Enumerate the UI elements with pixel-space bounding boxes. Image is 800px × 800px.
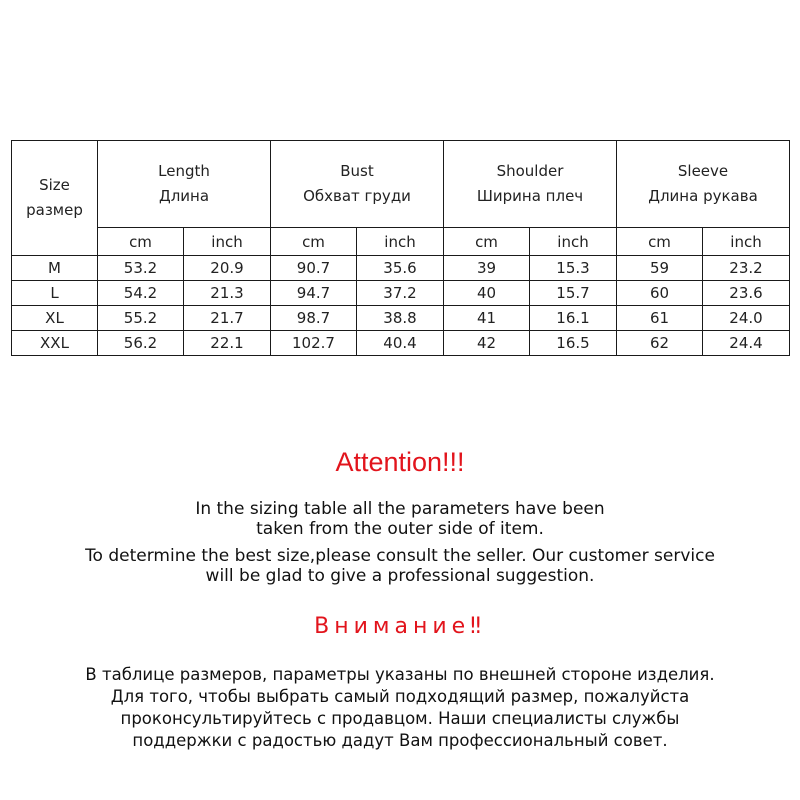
measurement-cell: 60 (617, 281, 703, 306)
ru-note-line: В таблице размеров, параметры указаны по внешней стороне изделия. (85, 665, 715, 684)
measurement-cell: 23.2 (703, 256, 790, 281)
measurement-cell: 90.7 (271, 256, 357, 281)
ru-note (0, 664, 800, 752)
unit-cm: cm (617, 228, 703, 256)
measurement-cell: 40 (444, 281, 530, 306)
consult-note-line: To determine the best size,please consult the seller. Our customer service (85, 546, 715, 566)
size-cell: XXL (12, 331, 98, 356)
table-row (12, 281, 790, 306)
unit-cm: cm (98, 228, 184, 256)
shoulder-header-cell (444, 141, 617, 228)
sizing-note (0, 499, 800, 539)
table-row (12, 256, 790, 281)
size-header-en: Size (39, 176, 70, 194)
measurement-cell: 15.7 (530, 281, 617, 306)
measurement-cell: 62 (617, 331, 703, 356)
measurement-cell: 54.2 (98, 281, 184, 306)
consult-note-line: will be glad to give a professional suggestion. (205, 566, 595, 586)
sizing-note-line: taken from the outer side of item. (256, 519, 544, 539)
bust-header-en: Bust (340, 162, 374, 180)
table-body (12, 256, 790, 356)
measurement-cell: 40.4 (357, 331, 444, 356)
measurement-cell: 38.8 (357, 306, 444, 331)
unit-cm: cm (271, 228, 357, 256)
unit-inch: inch (184, 228, 271, 256)
measurement-cell: 21.7 (184, 306, 271, 331)
measurement-cell: 23.6 (703, 281, 790, 306)
measurement-cell: 35.6 (357, 256, 444, 281)
measurement-cell: 22.1 (184, 331, 271, 356)
ru-note-line: Для того, чтобы выбрать самый подходящий размер, пожалуйста (110, 687, 690, 706)
size-cell: XL (12, 306, 98, 331)
size-header-cell (12, 141, 98, 256)
measurement-cell: 53.2 (98, 256, 184, 281)
size-cell: M (12, 256, 98, 281)
bust-header-ru: Обхват груди (303, 187, 411, 205)
ru-attention-heading: Внимание‼ (314, 614, 486, 639)
shoulder-header-ru: Ширина плеч (476, 187, 584, 205)
measurement-cell: 61 (617, 306, 703, 331)
measurement-cell: 94.7 (271, 281, 357, 306)
measurement-cell: 55.2 (98, 306, 184, 331)
measurement-cell: 24.0 (703, 306, 790, 331)
ru-note-line: поддержки с радостью дадут Вам профессиональный совет. (132, 731, 668, 750)
length-header-cell (98, 141, 271, 228)
consult-note (0, 546, 800, 586)
measurement-cell: 16.5 (530, 331, 617, 356)
size-cell: L (12, 281, 98, 306)
measurement-cell: 39 (444, 256, 530, 281)
measurement-cell: 42 (444, 331, 530, 356)
measurement-cell: 41 (444, 306, 530, 331)
ru-note-line: проконсультируйтесь с продавцом. Наши специалисты службы (120, 709, 680, 728)
measurement-cell: 102.7 (271, 331, 357, 356)
sleeve-header-ru: Длина рукава (648, 187, 758, 205)
length-header-ru: Длина (158, 187, 210, 205)
table-header-row (12, 141, 790, 228)
measurement-cell: 20.9 (184, 256, 271, 281)
unit-inch: inch (530, 228, 617, 256)
sleeve-header-cell (617, 141, 790, 228)
sleeve-header-en: Sleeve (677, 162, 729, 180)
unit-inch: inch (703, 228, 790, 256)
measurement-cell: 21.3 (184, 281, 271, 306)
length-header-en: Length (158, 162, 210, 180)
measurement-cell: 56.2 (98, 331, 184, 356)
attention-heading: Attention!!! (335, 447, 465, 477)
measurement-cell: 98.7 (271, 306, 357, 331)
measurement-cell: 24.4 (703, 331, 790, 356)
unit-cm: cm (444, 228, 530, 256)
measurement-cell: 37.2 (357, 281, 444, 306)
table-row (12, 331, 790, 356)
measurement-cell: 59 (617, 256, 703, 281)
measurement-cell: 15.3 (530, 256, 617, 281)
bust-header-cell (271, 141, 444, 228)
table-row (12, 306, 790, 331)
size-header-ru: размер (26, 201, 83, 219)
table-unit-row (12, 228, 790, 256)
measurement-cell: 16.1 (530, 306, 617, 331)
shoulder-header-en: Shoulder (496, 162, 564, 180)
size-table (11, 140, 790, 356)
sizing-note-line: In the sizing table all the parameters have been (195, 499, 605, 519)
unit-inch: inch (357, 228, 444, 256)
